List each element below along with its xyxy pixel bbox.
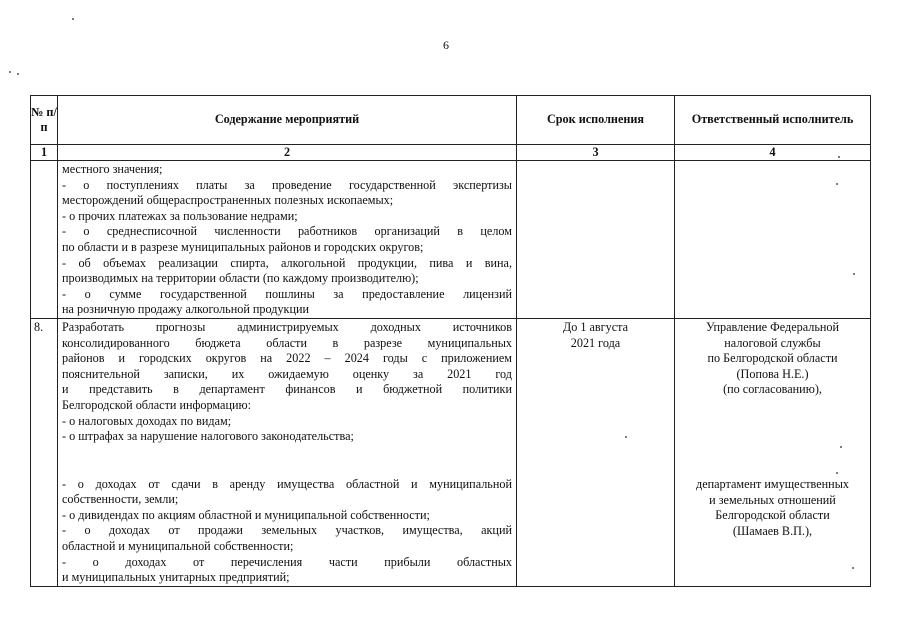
- content-line: - о поступлениях платы за проведение государственной экспертизы: [62, 177, 512, 192]
- content-line: местного значения;: [62, 162, 163, 176]
- content-line: консолидированного бюджета области в разрезе муниципальных: [62, 335, 512, 350]
- scan-speck: [838, 156, 840, 158]
- content-line: районов и городских округов на 2022 – 2024 годы с приложением: [62, 351, 512, 366]
- column-number-row: [31, 145, 871, 161]
- content-line: Разработать прогнозы администрируемых доходных источников: [62, 319, 512, 334]
- content-line: - о доходах от сдачи в аренду имущества областной и муниципальной: [62, 476, 512, 491]
- scan-speck: [840, 446, 842, 448]
- responsible-line: и земельных отношений: [709, 492, 836, 507]
- row-content: [58, 161, 517, 319]
- column-number: 4: [675, 145, 871, 161]
- row-responsible: [675, 318, 871, 586]
- term-line: До 1 августа: [562, 319, 629, 334]
- content-line: производимых на территории области (по каждому производителю);: [62, 271, 419, 286]
- header-responsible: Ответственный исполнитель: [675, 96, 871, 145]
- responsible-line: по Белгородской области: [707, 351, 838, 366]
- responsible-line: (Попова Н.Е.): [736, 366, 809, 381]
- table-row-continued: [31, 161, 871, 319]
- content-line: - о штрафах за нарушение налогового законодательства;: [62, 429, 354, 444]
- content-line: - о дивидендах по акциям областной и муниципальной собственности;: [62, 507, 430, 522]
- scan-speck: [9, 71, 11, 73]
- content-line: и муниципальных унитарных предприятий;: [62, 570, 290, 585]
- column-number: 2: [58, 145, 517, 161]
- row-number: [31, 161, 58, 319]
- scan-speck: [72, 18, 74, 20]
- scan-speck: [852, 567, 854, 569]
- content-line: - о прочих платежах за пользование недрами;: [62, 208, 298, 223]
- scan-speck: [625, 436, 627, 438]
- content-line: - о налоговых доходах по видам;: [62, 413, 232, 428]
- row-term: [517, 318, 675, 586]
- scan-speck: [836, 472, 838, 474]
- table-header-row: [31, 96, 871, 145]
- header-term: Срок исполнения: [517, 96, 675, 145]
- header-content: Содержание мероприятий: [58, 96, 517, 145]
- responsible-line: Белгородской области: [715, 508, 830, 523]
- content-line: месторождений общераспространенных полезных ископаемых;: [62, 193, 394, 208]
- content-line: и представить в департамент финансов и бюджетной политики: [62, 382, 512, 397]
- responsible-line: (Шамаев В.П.),: [732, 523, 813, 538]
- column-number: 3: [517, 145, 675, 161]
- content-line: - о доходах от продажи земельных участков, имущества, акций: [62, 523, 512, 538]
- content-line: - о среднесписочной численности работников организаций в целом: [62, 224, 512, 239]
- content-line: - о доходах от перечисления части прибыли областных: [62, 554, 512, 569]
- scan-speck: [17, 73, 19, 75]
- content-line: - о сумме государственной пошлины за предоставление лицензий: [62, 286, 512, 301]
- responsible-line: (по согласованию),: [723, 382, 822, 397]
- content-line: - об объемах реализации спирта, алкогольной продукции, пива и вина,: [62, 255, 512, 270]
- page-number: 6: [443, 38, 449, 52]
- scan-speck: [836, 183, 838, 185]
- row-responsible: [675, 161, 871, 319]
- content-line: на розничную продажу алкогольной продукции: [62, 302, 310, 317]
- header-no: № п/п: [31, 96, 58, 145]
- measures-table: [30, 95, 871, 587]
- responsible-spacer: [677, 398, 868, 477]
- content-line: пояснительной записки, их ожидаемую оценку за 2021 год: [62, 366, 512, 381]
- content-line: собственности, земли;: [62, 492, 179, 507]
- scan-speck: [853, 273, 855, 275]
- responsible-line: департамент имущественных: [696, 476, 849, 491]
- term-line: 2021 года: [570, 335, 621, 350]
- responsible-line: Управление Федеральной: [705, 319, 840, 334]
- content-line: областной и муниципальной собственности;: [62, 539, 294, 554]
- content-spacer: [62, 445, 512, 477]
- column-number: 1: [31, 145, 58, 161]
- row-content: [58, 318, 517, 586]
- content-line: Белгородской области информацию:: [62, 397, 251, 412]
- row-term: [517, 161, 675, 319]
- content-line: по области и в разрезе муниципальных районов и городских округов;: [62, 239, 424, 254]
- responsible-line: налоговой службы: [724, 335, 821, 350]
- row-number: 8.: [31, 318, 58, 586]
- table-row-8: [31, 318, 871, 586]
